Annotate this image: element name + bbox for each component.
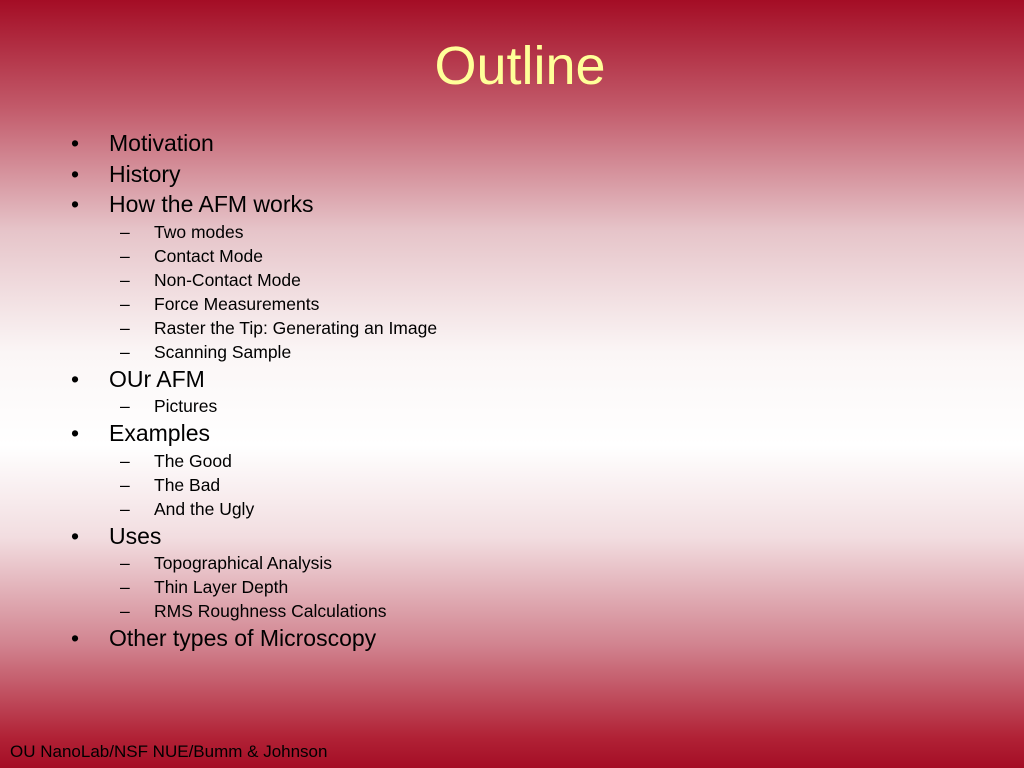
dash-icon: – (120, 293, 130, 314)
bullet-icon: • (71, 160, 80, 187)
outline-subitem-label: Scanning Sample (154, 341, 292, 362)
outline-subitem (0, 340, 1024, 364)
outline-item (0, 418, 1024, 449)
outline-subitem (0, 292, 1024, 316)
outline-subitem (0, 220, 1024, 244)
dash-icon: – (120, 553, 130, 573)
bullet-icon: • (71, 420, 80, 446)
outline-subitem-label: Force Measurements (154, 293, 320, 314)
outline-subitem (0, 244, 1024, 268)
dash-icon: – (120, 450, 130, 471)
outline-item-label: OUr AFM (109, 365, 205, 392)
outline-subitem (0, 497, 1024, 521)
outline-subitem (0, 449, 1024, 473)
slide-footer: OU NanoLab/NSF NUE/Bumm & Johnson (10, 742, 328, 761)
outline-subitem-label: And the Ugly (154, 498, 255, 519)
dash-icon: – (120, 396, 130, 416)
bullet-icon: • (71, 625, 80, 651)
outline-subitem (0, 268, 1024, 292)
outline-item-label: Examples (109, 420, 210, 446)
outline-item-label: Uses (109, 522, 162, 549)
dash-icon: – (120, 474, 130, 495)
outline-subitem (0, 551, 1024, 575)
outline-item (0, 159, 1024, 190)
outline-subitem-label: Contact Mode (154, 245, 263, 266)
outline-list (0, 128, 1024, 654)
outline-item-label: Other types of Microscopy (109, 625, 377, 651)
outline-subitem-label: The Good (154, 450, 232, 471)
outline-subitem-label: Raster the Tip: Generating an Image (154, 317, 438, 338)
outline-subitem-label: Non-Contact Mode (154, 269, 301, 290)
outline-subitem-label: Topographical Analysis (154, 553, 333, 573)
outline-item (0, 364, 1024, 395)
outline-subitem-label: The Bad (154, 474, 221, 495)
dash-icon: – (120, 498, 130, 519)
dash-icon: – (120, 221, 130, 242)
outline-item (0, 521, 1024, 552)
outline-item-label: History (109, 160, 181, 187)
outline-subitem (0, 316, 1024, 340)
outline-subitem-label: Thin Layer Depth (154, 577, 289, 597)
outline-subitem-label: Pictures (154, 396, 218, 416)
outline-item (0, 623, 1024, 654)
outline-subitem (0, 575, 1024, 599)
dash-icon: – (120, 245, 130, 266)
bullet-icon: • (71, 365, 80, 392)
bullet-icon: • (71, 522, 80, 549)
outline-subitem (0, 394, 1024, 418)
dash-icon: – (120, 341, 130, 362)
bullet-icon: • (71, 191, 80, 217)
slide-title: Outline (434, 36, 606, 96)
outline-item (0, 128, 1024, 159)
outline-subitem (0, 473, 1024, 497)
outline-subitem-label: Two modes (154, 221, 244, 242)
dash-icon: – (120, 577, 130, 597)
outline-subitem (0, 599, 1024, 623)
outline-item (0, 189, 1024, 220)
outline-item-label: How the AFM works (109, 191, 314, 217)
dash-icon: – (120, 269, 130, 290)
outline-item-label: Motivation (109, 130, 214, 156)
outline-subitem-label: RMS Roughness Calculations (154, 601, 387, 621)
dash-icon: – (120, 601, 130, 621)
bullet-icon: • (71, 130, 80, 156)
dash-icon: – (120, 317, 130, 338)
